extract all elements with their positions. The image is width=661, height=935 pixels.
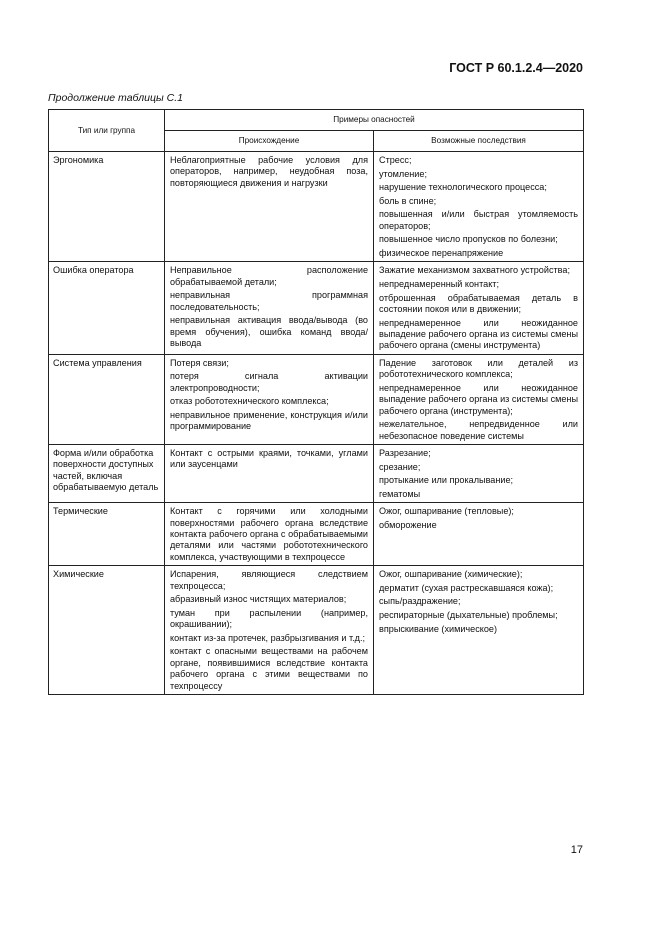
table-body — [49, 152, 584, 695]
hazard-type-cell: Ошибка оператора — [49, 262, 165, 354]
origin-item: туман при распылении (например, окрашивании); — [170, 607, 368, 630]
consequence-item: протыкание или прокалывание; — [379, 475, 514, 486]
header-origin: Происхождение — [165, 131, 374, 152]
hazard-origin-cell — [165, 354, 374, 444]
origin-item: Потеря связи; — [170, 357, 229, 368]
consequence-item: обморожение — [379, 519, 437, 530]
consequence-item: нарушение технологического процесса; — [379, 182, 547, 193]
hazard-consequence-cell — [374, 566, 584, 695]
standard-code: ГОСТ Р 60.1.2.4—2020 — [449, 61, 583, 75]
hazard-type-cell: Форма и/или обработка поверхности доступных частей, включая обрабатываемую деталь — [49, 445, 165, 503]
table-row — [49, 566, 584, 695]
hazard-type-cell: Химические — [49, 566, 165, 695]
table-row — [49, 503, 584, 566]
table-row — [49, 262, 584, 354]
consequence-item: повышенное число пропусков по болезни; — [379, 234, 558, 245]
table-caption: Продолжение таблицы С.1 — [48, 92, 183, 104]
consequence-item: сыпь/раздражение; — [379, 596, 461, 607]
consequence-item: Разрезание; — [379, 448, 431, 458]
consequence-item: Ожог, ошпаривание (химические); — [379, 569, 523, 580]
hazard-origin-cell — [165, 503, 374, 566]
page-number: 17 — [570, 844, 583, 856]
header-consequences: Возможные последствия — [374, 131, 584, 152]
origin-item: отказ робототехнического комплекса; — [170, 396, 329, 407]
hazard-consequence-cell — [374, 445, 584, 503]
consequence-item: физическое перенапряжение — [379, 247, 504, 258]
consequence-item: срезание; — [379, 461, 421, 472]
consequence-item: утомление; — [379, 168, 427, 179]
hazard-origin-cell — [165, 152, 374, 262]
header-hazard-examples: Примеры опасностей — [165, 110, 584, 131]
consequence-item: респираторные (дыхательные) проблемы; — [379, 610, 558, 620]
consequence-item: Падение заготовок или деталей из робототехнического комплекса; — [379, 357, 578, 380]
origin-item: неправильная программная последовательность; — [170, 290, 368, 312]
table-row — [49, 152, 584, 262]
table-header — [49, 110, 584, 152]
table-row — [49, 445, 584, 503]
consequence-item: впрыскивание (химическое) — [379, 623, 497, 634]
consequence-item: нежелательное, непредвиденное или небезопасное поведение системы — [379, 419, 578, 441]
hazards-table — [48, 109, 584, 695]
origin-item: Контакт с горячими или холодными поверхностями рабочего органа вследствие контакта рабочего органа с обрабатываемыми деталями или частями робототехнического комплекса, участвующими в техпроцессе — [170, 506, 368, 562]
origin-item: Неправильное расположение обрабатываемой детали; — [170, 265, 368, 287]
hazard-origin-cell — [165, 262, 374, 354]
hazard-type-cell: Система управления — [49, 354, 165, 444]
hazard-type-cell: Термические — [49, 503, 165, 566]
consequence-item: Зажатие механизмом захватного устройства; — [379, 265, 570, 276]
consequence-item: боль в спине; — [379, 195, 437, 206]
consequence-item: отброшенная обрабатываемая деталь в состоянии покоя или в движении; — [379, 292, 578, 314]
origin-item: контакт с опасными веществами на рабочем органе, появившимися вследствие контакта рабочего органа с этими веществами по техпроцессу — [170, 646, 368, 691]
origin-item: Контакт с острыми краями, точками, углами или заусенцами — [170, 448, 368, 470]
origin-item: Испарения, являющиеся следствием техпроцесса; — [170, 569, 368, 591]
consequence-item: дерматит (сухая растрескавшаяся кожа); — [379, 582, 554, 593]
origin-item: контакт из-за протечек, разбрызгивания и т.д.; — [170, 632, 366, 643]
hazard-consequence-cell — [374, 354, 584, 444]
consequence-item: непреднамеренное или неожиданное выпадение рабочего органа из системы смены рабочего органа (инструмента); — [379, 382, 578, 416]
origin-item: абразивный износ чистящих материалов; — [170, 594, 347, 605]
hazard-type-cell: Эргономика — [49, 152, 165, 262]
consequence-item: непреднамеренное или неожиданное выпадение рабочего органа из системы смены рабочего органа (смены инструмента) — [379, 317, 578, 351]
consequence-item: Ожог, ошпаривание (тепловые); — [379, 506, 514, 517]
consequence-item: Стресс; — [379, 155, 412, 165]
header-type-group: Тип или группа — [49, 110, 165, 152]
origin-item: неправильная активация ввода/вывода (во время обучения), ошибка команд ввода/вывода — [170, 315, 368, 349]
consequence-item: гематомы — [379, 488, 421, 499]
consequence-item: повышенная и/или быстрая утомляемость операторов; — [379, 209, 578, 231]
consequence-item: непреднамеренный контакт; — [379, 278, 499, 289]
hazard-consequence-cell — [374, 503, 584, 566]
hazard-consequence-cell — [374, 152, 584, 262]
table-row — [49, 354, 584, 444]
hazard-origin-cell — [165, 445, 374, 503]
origin-item: неправильное применение, конструкция и/или программирование — [170, 409, 368, 432]
hazard-origin-cell — [165, 566, 374, 695]
origin-item: Неблагоприятные рабочие условия для операторов, например, неудобная поза, повторяющиеся движения и нагрузки — [170, 155, 368, 188]
hazard-consequence-cell — [374, 262, 584, 354]
origin-item: потеря сигнала активации электропроводности; — [170, 371, 368, 393]
